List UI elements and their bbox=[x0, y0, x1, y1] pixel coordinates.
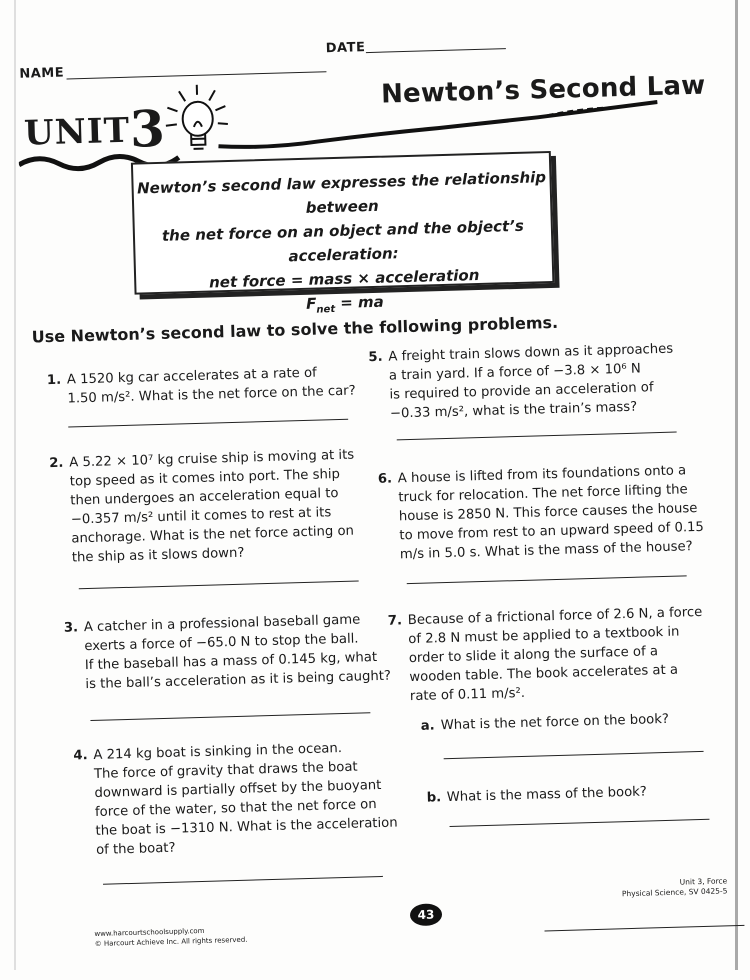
problem-number: 7. bbox=[388, 611, 403, 630]
problem-line: to move from rest to an upward speed of 0.15 bbox=[399, 518, 704, 545]
problem-number: 3. bbox=[64, 618, 79, 637]
problem-line: wooden table. The book accelerates at a bbox=[409, 660, 704, 687]
name-label: NAME bbox=[19, 66, 64, 82]
problem-7b bbox=[446, 783, 647, 808]
problem-1 bbox=[67, 363, 356, 409]
problem-5 bbox=[388, 340, 675, 424]
problem-line: a train yard. If a force of −3.8 × 10⁶ N bbox=[389, 359, 674, 386]
footer-course-ref: Physical Science, SV 0425-5 bbox=[609, 886, 727, 899]
problem-line: downward is partially offset by the buoyant bbox=[94, 776, 397, 803]
lightbulb-icon bbox=[159, 76, 231, 168]
problem-7a bbox=[440, 710, 669, 735]
problem-line: top speed as it comes into port. The ship bbox=[70, 465, 355, 492]
problem-line: What is the net force on the book? bbox=[440, 710, 669, 735]
problem-line: A house is lifted from its foundations onto a bbox=[398, 461, 703, 488]
definition-line-2: the net force on an object and the object’s acceleration: bbox=[135, 213, 552, 273]
problem-number: 2. bbox=[49, 454, 64, 473]
problem-line: force of the water, so that the net force on bbox=[95, 795, 398, 822]
footer-unit-ref: Unit 3, Force bbox=[609, 876, 727, 889]
problem-line: A 1520 kg car accelerates at a rate of bbox=[67, 363, 356, 390]
footer-copyright: © Harcourt Achieve Inc. All rights reserved. bbox=[95, 935, 248, 949]
answer-line-7b[interactable] bbox=[450, 819, 710, 827]
problem-line: the boat is −1310 N. What is the acceleration bbox=[95, 814, 398, 841]
problem-line: house is 2850 N. This force causes the house bbox=[399, 499, 704, 526]
problem-line: rate of 0.11 m/s². bbox=[410, 679, 705, 706]
unit-number: 3 bbox=[129, 99, 165, 159]
page-title: Newton’s Second Law bbox=[381, 71, 706, 110]
problem-line: A 5.22 × 10⁷ kg cruise ship is moving at its bbox=[69, 446, 354, 473]
problem-line: A 214 kg boat is sinking in the ocean. bbox=[93, 738, 396, 765]
problem-line: What is the mass of the book? bbox=[446, 783, 647, 808]
problem-number: 5. bbox=[368, 348, 383, 367]
problem-line: If the baseball has a mass of 0.145 kg, what bbox=[85, 648, 391, 676]
page-number: 43 bbox=[410, 903, 443, 926]
definition-box bbox=[131, 151, 555, 295]
problem-number: a. bbox=[420, 716, 434, 735]
footer-url[interactable]: www.harcourtschoolsupply.com bbox=[94, 925, 247, 939]
answer-line-2[interactable] bbox=[79, 580, 359, 589]
answer-line-6[interactable] bbox=[407, 575, 687, 584]
date-field-line bbox=[366, 48, 506, 53]
unit-word: UNIT bbox=[23, 111, 130, 154]
problem-line: truck for relocation. The net force lifting the bbox=[398, 480, 703, 507]
problem-line: of 2.8 N must be applied to a textbook in bbox=[408, 622, 703, 649]
answer-line-5[interactable] bbox=[397, 432, 677, 441]
definition-formula: $F_{net}$ = ma bbox=[137, 285, 554, 328]
answer-line-7a[interactable] bbox=[444, 751, 704, 759]
footer-course-info bbox=[609, 876, 728, 899]
problem-line: the ship as it slows down? bbox=[72, 541, 357, 568]
problem-line: is required to provide an acceleration of bbox=[389, 378, 674, 405]
problem-line: Because of a frictional force of 2.6 N, a force bbox=[408, 603, 703, 630]
problem-line: A freight train slows down as it approaches bbox=[388, 340, 673, 367]
problem-3 bbox=[84, 610, 392, 695]
problem-line: −0.357 m/s² until it comes to rest at its bbox=[71, 503, 356, 530]
problem-number: b. bbox=[426, 788, 441, 807]
problem-line: A catcher in a professional baseball game bbox=[84, 610, 390, 638]
answer-line-3[interactable] bbox=[90, 712, 370, 721]
definition-line-1: Newton’s second law expresses the relationship between bbox=[133, 165, 550, 225]
problem-line: is the ball’s acceleration as it is being caught? bbox=[85, 667, 391, 695]
problem-2 bbox=[69, 446, 357, 568]
problem-4 bbox=[93, 738, 398, 860]
problem-line: exerts a force of −65.0 N to stop the ball. bbox=[84, 629, 390, 657]
problem-line: 1.50 m/s². What is the net force on the car? bbox=[67, 382, 356, 409]
footer-publisher bbox=[94, 925, 247, 949]
problem-line: order to slide it along the surface of a bbox=[409, 641, 704, 668]
problem-number: 6. bbox=[378, 470, 393, 489]
problem-line: of the boat? bbox=[96, 832, 399, 859]
footer-rule bbox=[545, 925, 745, 932]
problem-line: The force of gravity that draws the boat bbox=[94, 757, 397, 784]
instructions: Use Newton’s second law to solve the following problems. bbox=[31, 313, 558, 347]
problem-line: anchorage. What is the net force acting on bbox=[71, 522, 356, 549]
definition-equation-words: net force = mass × acceleration bbox=[136, 261, 553, 297]
problem-line: m/s in 5.0 s. What is the mass of the house? bbox=[400, 537, 705, 564]
problem-7 bbox=[408, 603, 705, 706]
problem-number: 4. bbox=[73, 746, 88, 765]
problem-6 bbox=[398, 461, 705, 564]
date-label: DATE bbox=[326, 40, 366, 56]
problem-number: 1. bbox=[47, 371, 62, 390]
problem-line: then undergoes an acceleration equal to bbox=[70, 484, 355, 511]
answer-line-1[interactable] bbox=[68, 419, 348, 428]
problem-line: −0.33 m/s², what is the train’s mass? bbox=[390, 397, 675, 424]
answer-line-4[interactable] bbox=[103, 876, 383, 885]
